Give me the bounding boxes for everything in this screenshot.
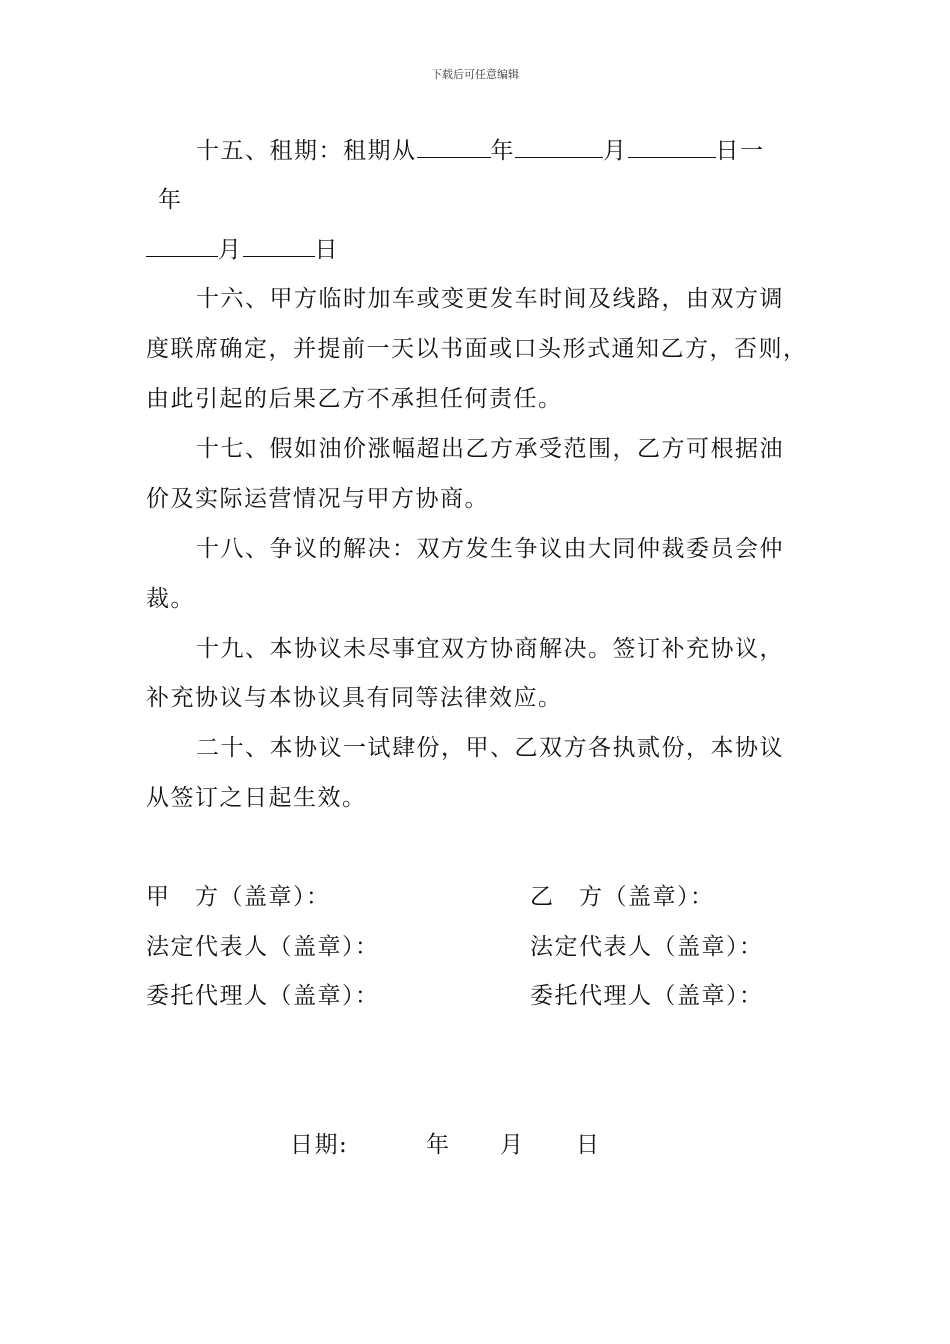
clause-15-year2: 年 bbox=[158, 187, 183, 213]
clause-19-line-1: 十九、本协议未尽事宜双方协商解决。签订补充协议， bbox=[196, 636, 784, 662]
clause-20-line-2: 从签订之日起生效。 bbox=[146, 785, 367, 811]
clause-15-line-3 bbox=[146, 234, 339, 265]
party-a-seal: 甲 方（盖章）： bbox=[146, 884, 331, 910]
month2-blank bbox=[146, 234, 218, 257]
clause-16-line-2: 度联席确定，并提前一天以书面或口头形式通知乙方，否则， bbox=[146, 336, 808, 362]
clause-19-line-2: 补充协议与本协议具有同等法律效应。 bbox=[146, 685, 563, 711]
page-header: 下载后可任意编辑 bbox=[431, 68, 519, 81]
date-month: 月 bbox=[500, 1132, 525, 1158]
year-blank bbox=[417, 135, 491, 158]
clause-15-prefix: 十五、租期：租期从 bbox=[196, 138, 417, 164]
clause-20-line-1: 二十、本协议一试肆份，甲、乙双方各执贰份，本协议 bbox=[196, 735, 784, 761]
day-blank bbox=[628, 135, 716, 158]
clause-15-line-1 bbox=[196, 135, 765, 166]
clause-17-line-1: 十七、假如油价涨幅超出乙方承受范围，乙方可根据油 bbox=[196, 436, 784, 462]
clause-15-line-2 bbox=[158, 185, 183, 215]
clause-18-line-2: 裁。 bbox=[146, 586, 195, 612]
day2-blank bbox=[243, 234, 315, 257]
month-blank bbox=[515, 135, 603, 158]
clause-18-line-1: 十八、争议的解决：双方发生争议由大同仲裁委员会仲 bbox=[196, 536, 784, 562]
clause-15-month: 月 bbox=[603, 138, 628, 164]
agent-b-seal: 委托代理人（盖章）： bbox=[530, 983, 764, 1009]
party-b-seal: 乙 方（盖章）： bbox=[530, 884, 715, 910]
clause-16-line-3: 由此引起的后果乙方不承担任何责任。 bbox=[146, 386, 563, 412]
date-year: 年 bbox=[426, 1132, 451, 1158]
legal-rep-a-seal: 法定代表人（盖章）： bbox=[146, 934, 380, 960]
legal-rep-b-seal: 法定代表人（盖章）： bbox=[530, 934, 764, 960]
clause-15-month2: 月 bbox=[218, 237, 243, 263]
clause-15-day-dash: 日一 bbox=[715, 138, 765, 164]
clause-15-year: 年 bbox=[490, 138, 515, 164]
agent-a-seal: 委托代理人（盖章）： bbox=[146, 983, 380, 1009]
clause-17-line-2: 价及实际运营情况与甲方协商。 bbox=[146, 486, 489, 512]
clause-15-day2: 日 bbox=[314, 237, 339, 263]
date-day: 日 bbox=[576, 1132, 601, 1158]
clause-16-line-1: 十六、甲方临时加车或变更发车时间及线路，由双方调 bbox=[196, 286, 784, 312]
date-label: 日期: bbox=[290, 1132, 349, 1158]
